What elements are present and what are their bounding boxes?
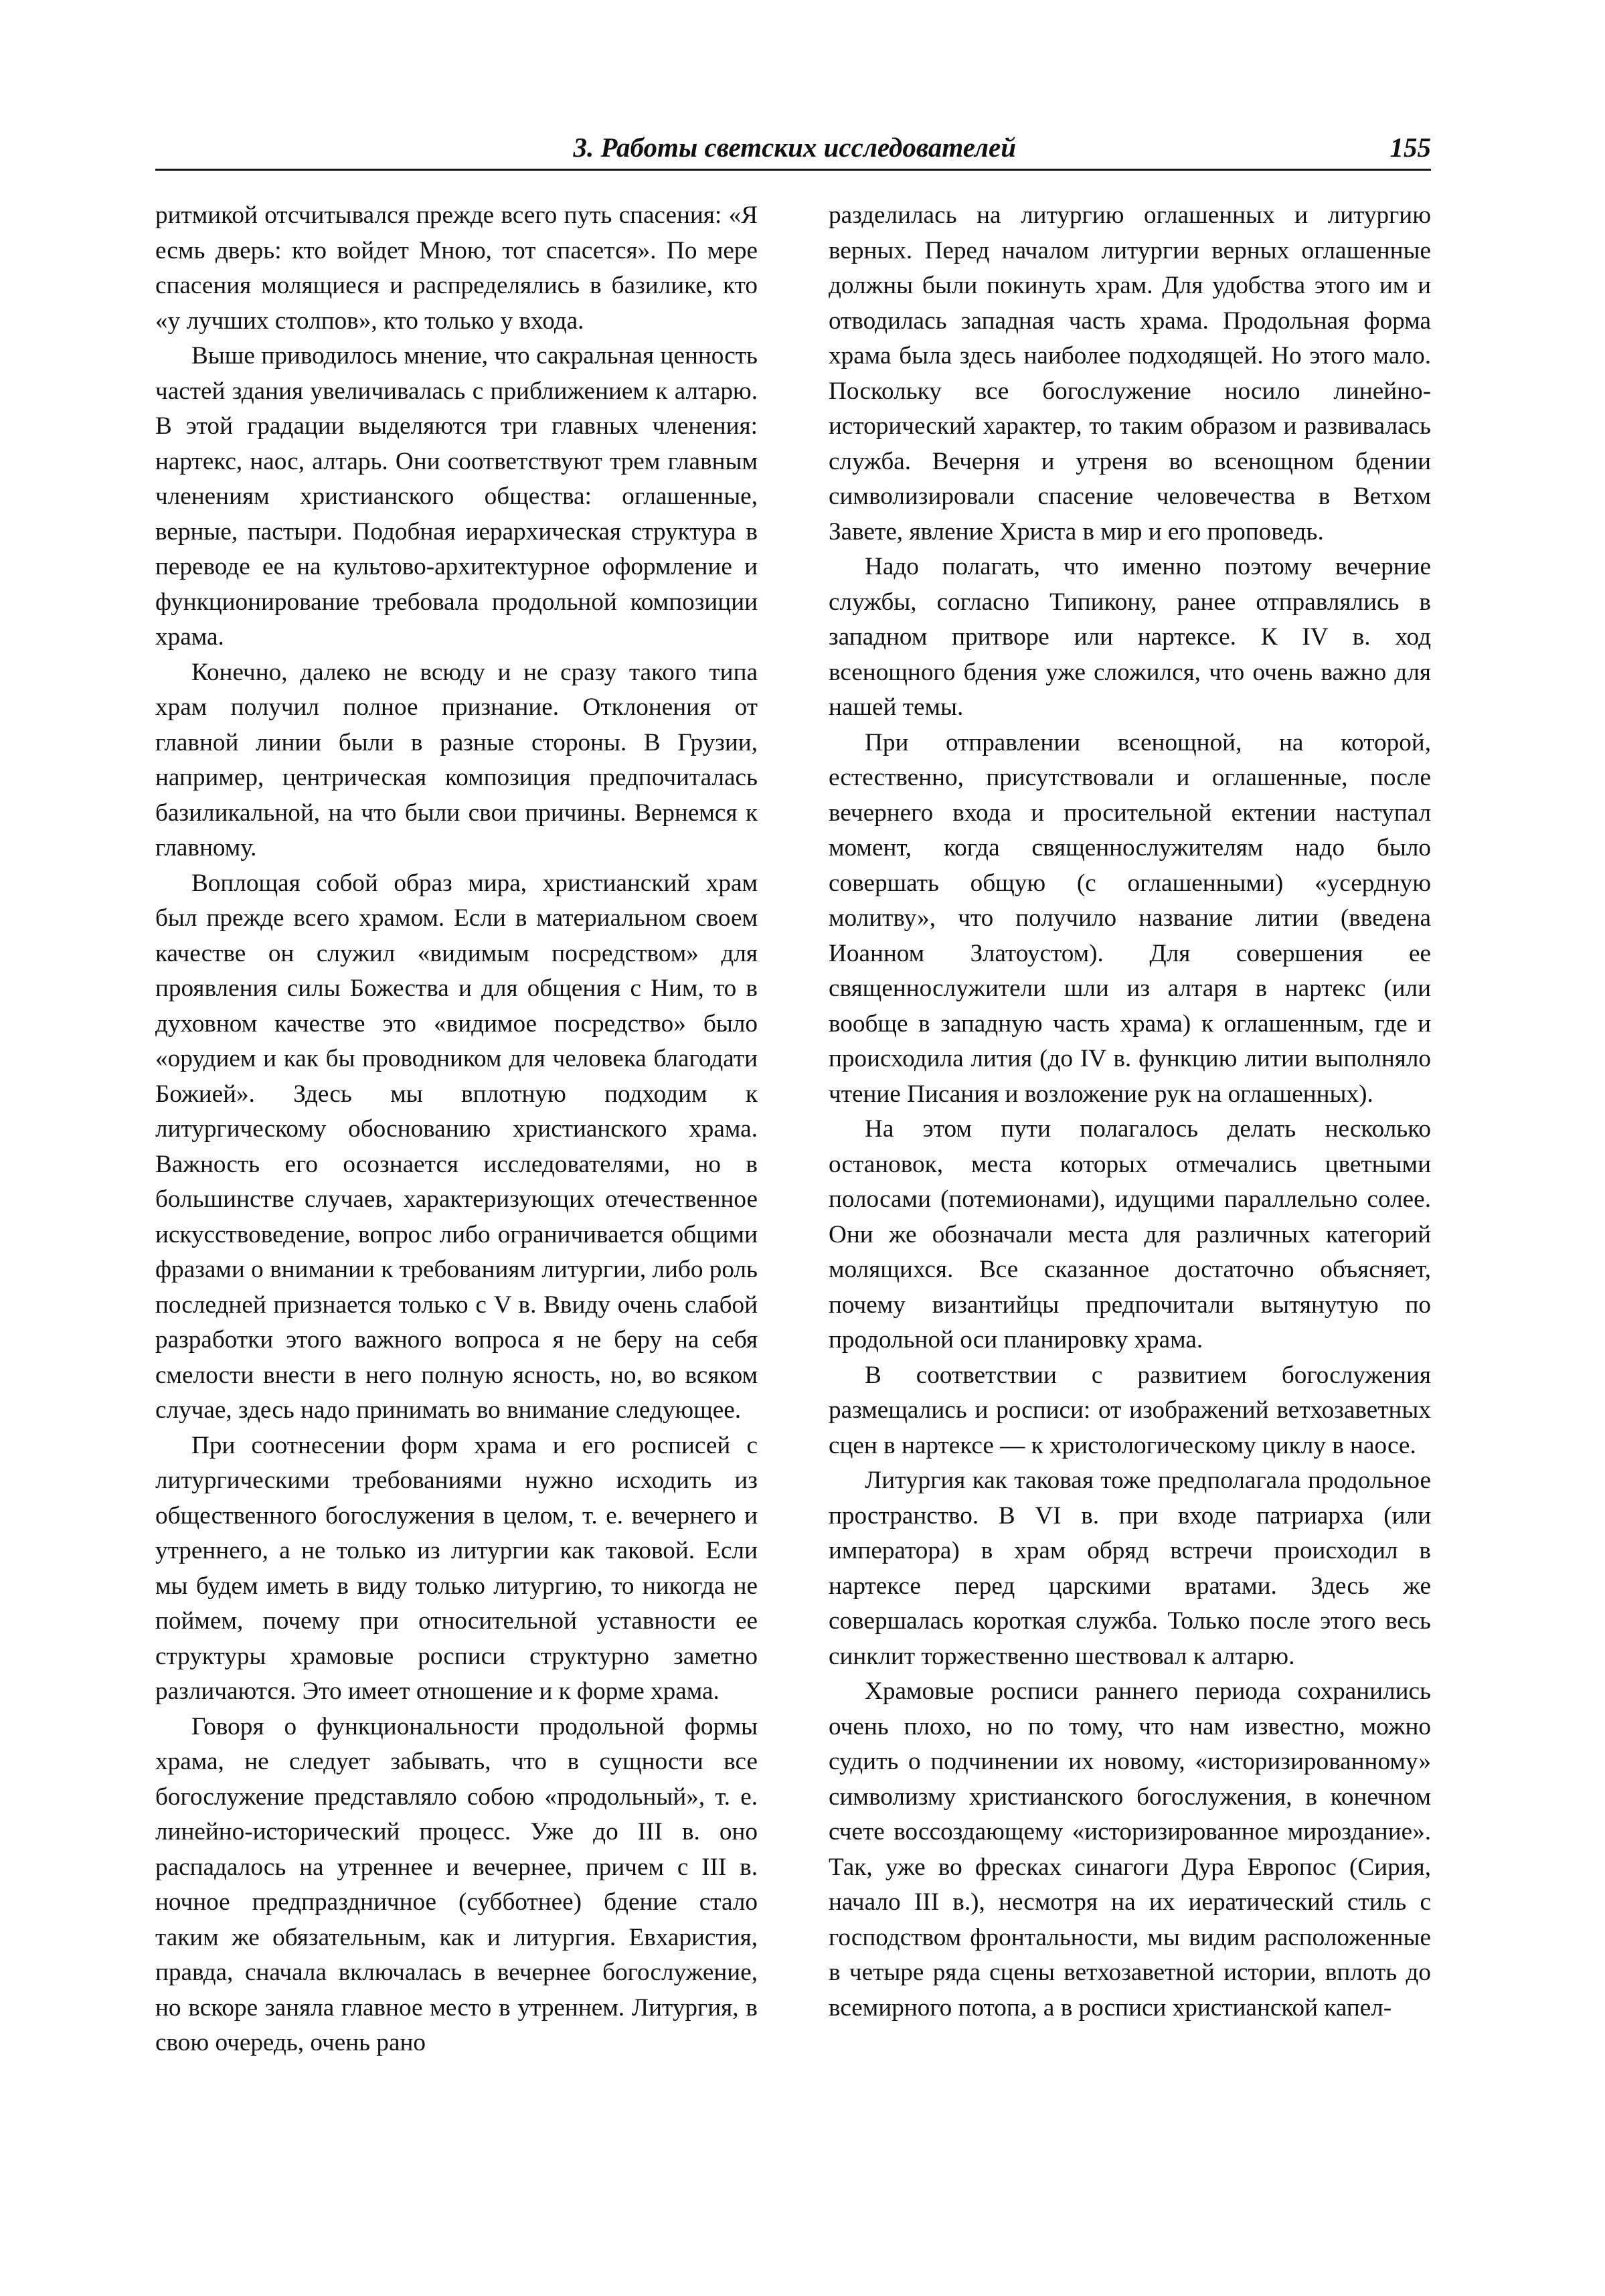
paragraph: При отправлении всенощной, на которой, естественно, присутствовали и оглашенные, после вечернего входа и просительной ектении наступал момент, когда священнослужителям надо было совершать общую (с оглашенными) «усердную молитву», что получило название литии (введена Иоанном Златоустом). Для совершения ее священнослужители шли из алтаря в нартекс (или вообще в западную часть храма) к оглашенным, где и происходила лития (до IV в. функцию литии выполняло чтение Писания и возложение рук на оглашенных). (829, 728, 1431, 1108)
right-column (829, 198, 1431, 2026)
running-title: 3. Работы светских исследователей (573, 132, 1016, 163)
paragraph: разделилась на литургию оглашенных и литургию верных. Перед началом литургии верных оглашенные должны были покинуть храм. Для удобства этого им и отводилась западная часть храма. Продольная форма храма была здесь наиболее подходящей. Но этого мало. Поскольку все богослужение носило линейно-исторический характер, то таким образом и развивалась служба. Вечерня и утреня во всенощном бдении символизировали спасение человечества в Ветхом Завете, явление Христа в мир и его проповедь. (829, 201, 1431, 546)
paragraph: На этом пути полагалось делать несколько остановок, места которых отмечались цветными полосами (потемионами), идущими параллельно солее. Они же обозначали места для различных категорий молящихся. Все сказанное достаточно объясняет, почему византийцы предпочитали вытянутую по продольной оси планировку храма. (829, 1115, 1431, 1354)
paragraph: Воплощая собой образ мира, христианский храм был прежде всего храмом. Если в материальном своем качестве он служил «видимым посредством» для проявления силы Божества и для общения с Ним, то в духовном качестве это «видимое посредство» было «орудием и как бы проводником для человека благодати Божией». Здесь мы вплотную подходим к литургическому обоснованию христианского храма. Важность его осознается исследователями, но в большинстве случаев, характеризующих отечественное искусствоведение, вопрос либо ограничивается общими фразами о внимании к требованиям литургии, либо роль последней признается только с V в. Ввиду очень слабой разработки этого важного вопроса я не беру на себя смелости внести в него полную ясность, но, во всяком случае, здесь надо принимать во внимание следующее. (155, 869, 758, 1424)
running-header (155, 127, 1431, 171)
paragraph: Надо полагать, что именно поэтому вечерние службы, согласно Типикону, ранее отправлялись в западном притворе или нартексе. К IV в. ход всенощного бдения уже сложился, что очень важно для нашей темы. (829, 553, 1431, 721)
paragraph: Конечно, далеко не всюду и не сразу такого типа храм получил полное признание. Отклонения от главной линии были в разные стороны. В Грузии, например, центрическая композиция предпочиталась базиликальной, на что были свои причины. Вернемся к главному. (155, 658, 758, 862)
paragraph: Выше приводилось мнение, что сакральная ценность частей здания увеличивалась с приближением к алтарю. В этой градации выделяются три главных членения: нартекс, наос, алтарь. Они соответствуют трем главным членениям христианского общества: оглашенные, верные, пастыри. Подобная иерархическая структура в переводе ее на культово-архитектурное оформление и функционирование требовала продольной композиции храма. (155, 342, 758, 651)
left-column (155, 198, 758, 2061)
paragraph: Литургия как таковая тоже предполагала продольное пространство. В VI в. при входе патриарха (или императора) в храм обряд встречи происходил в нартексе перед царскими вратами. Здесь же совершалась короткая служба. Только после этого весь синклит торжественно шествовал к алтарю. (829, 1467, 1431, 1670)
paragraph: В соответствии с развитием богослужения размещались и росписи: от изображений ветхозаветных сцен в нартексе — к христологическому циклу в наосе. (829, 1361, 1431, 1459)
paragraph: Говоря о функциональности продольной формы храма, не следует забывать, что в сущности все богослужение представляло собою «продольный», т. е. линейно-исторический процесс. Уже до III в. оно распадалось на утреннее и вечернее, причем с III в. ночное предпраздничное (субботнее) бдение стало таким же обязательным, как и литургия. Евхаристия, правда, сначала включалась в вечернее богослужение, но вскоре заняла главное место в утреннем. Литургия, в свою очередь, очень рано (155, 1712, 758, 2056)
paragraph: ритмикой отсчитывался прежде всего путь спасения: «Я есмь дверь: кто войдет Мною, тот спасется». По мере спасения молящиеся и распределялись в базилике, кто «у лучших столпов», кто только у входа. (155, 201, 758, 335)
paragraph: Храмовые росписи раннего периода сохранились очень плохо, но по тому, что нам известно, можно судить о подчинении их новому, «историзированному» символизму христианского богослужения, в конечном счете воссоздающему «историзированное мироздание». Так, уже во фресках синагоги Дура Европос (Сирия, начало III в.), несмотря на их иератический стиль с господством фронтальности, мы видим расположенные в четыре ряда сцены ветхозаветной истории, вплоть до всемирного потопа, а в росписи христианской капел- (829, 1677, 1431, 2022)
paragraph: При соотнесении форм храма и его росписей с литургическими требованиями нужно исходить из общественного богослужения в целом, т. е. вечернего и утреннего, а не только из литургии как таковой. Если мы будем иметь в виду только литургию, то никогда не поймем, почему при относительной уставности ее структуры храмовые росписи структурно заметно различаются. Это имеет отношение и к форме храма. (155, 1431, 758, 1705)
page-number: 155 (1389, 132, 1431, 163)
